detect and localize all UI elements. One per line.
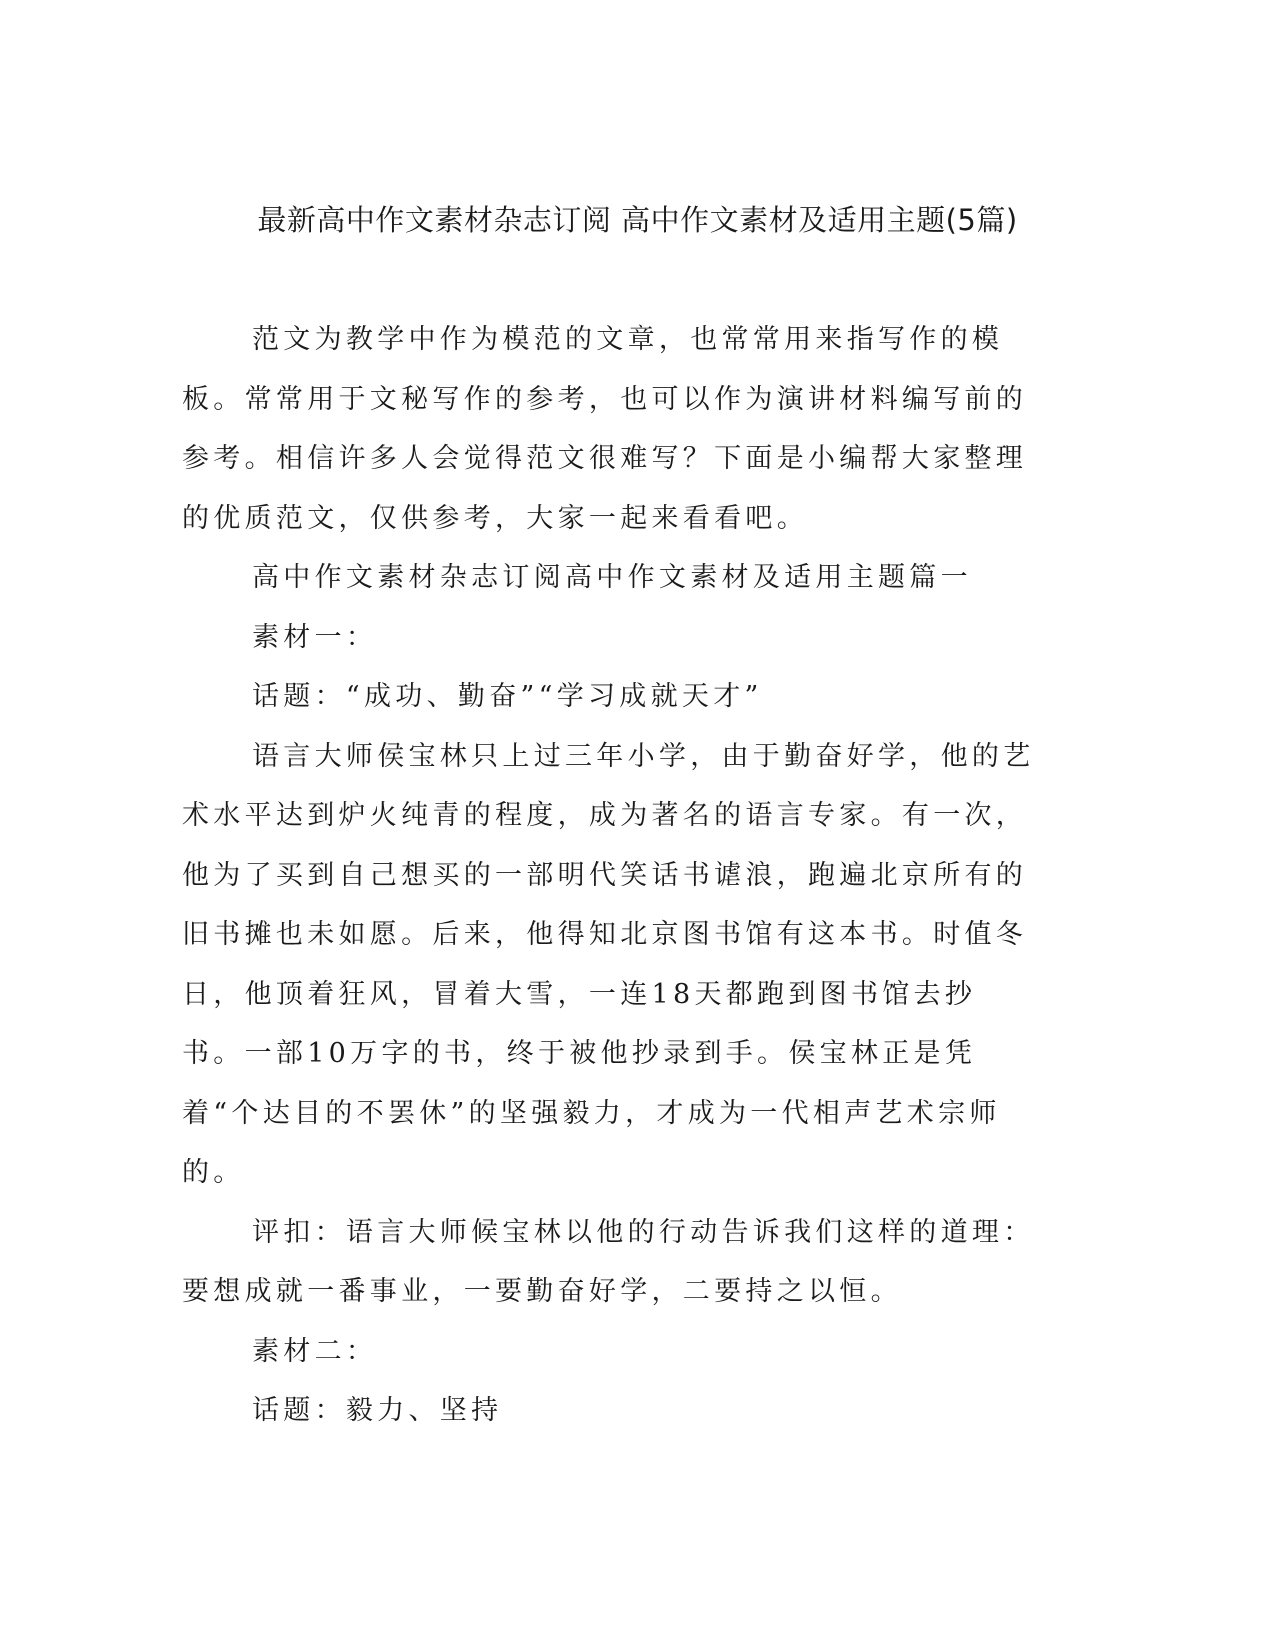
intro-paragraph: 范文为教学中作为模范的文章，也常常用来指写作的模板。常常用于文秘写作的参考，也可以作为演讲材料编写前的参考。相信许多人会觉得范文很难写？下面是小编帮大家整理的优质范文，仅供参考，大家一起来看看吧。 [182, 324, 1028, 534]
material-label: 素材一： [252, 621, 378, 653]
comment-paragraph: 评扣：语言大师候宝林以他的行动告诉我们这样的道理：要想成就一番事业，一要勤奋好学，二要持之以恒。 [182, 1216, 1035, 1307]
document-body [182, 310, 1037, 1441]
document-title: 最新高中作文素材杂志订阅 高中作文素材及适用主题(5篇) [257, 203, 1018, 237]
story-paragraph: 语言大师侯宝林只上过三年小学，由于勤奋好学，他的艺术水平达到炉火纯青的程度，成为著名的语言专家。有一次，他为了买到自己想买的一部明代笑话书谑浪，跑遍北京所有的旧书摊也未如愿。后来，他得知北京图书馆有这本书。时值冬日，他顶着狂风，冒着大雪，一连18天都跑到图书馆去抄书。一部10万字的书，终于被他抄录到手。侯宝林正是凭着“个达目的不罢休”的坚强毅力，才成为一代相声艺术宗师的。 [182, 740, 1035, 1188]
material-label: 素材二： [252, 1335, 378, 1367]
topic-line: 话题：“成功、勤奋”“学习成就天才” [252, 681, 763, 712]
section-heading: 高中作文素材杂志订阅高中作文素材及适用主题篇一 [252, 562, 972, 593]
topic-line: 话题：毅力、坚持 [252, 1395, 503, 1426]
